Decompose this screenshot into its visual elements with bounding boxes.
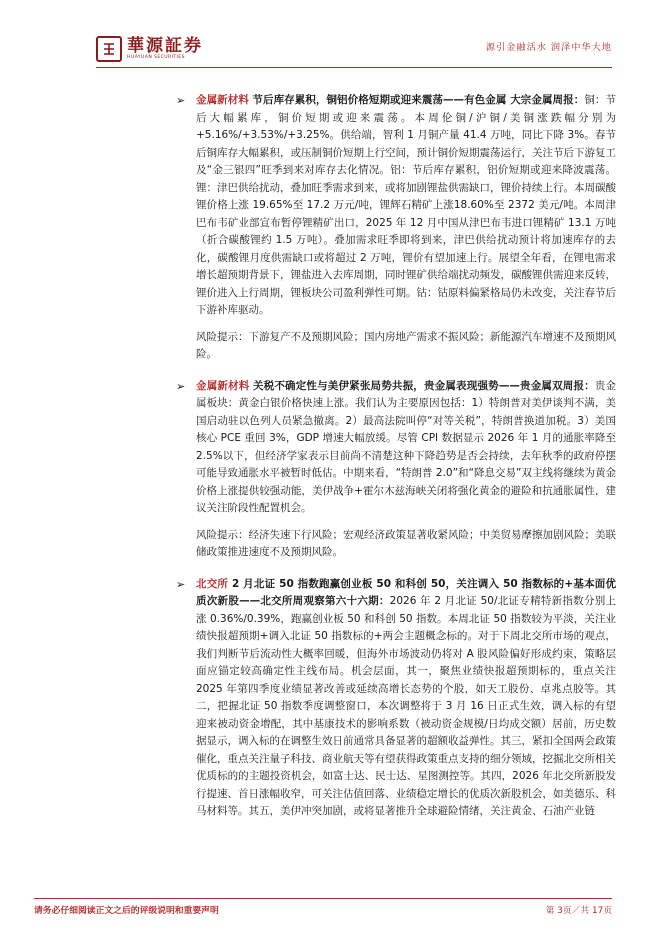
section-body: 贵金属板块：黄金白银价格快速上涨。我们认为主要原因包括：1）特朗普对美伊谈判不满，美国启动驻以色列人员紧急撤离。2）最高法院叫停“对等关税”，特朗普换道加税。3）美国核心 PCE 重回 3%，GDP 增速大幅放缓。尽管 CPI 数据显示 2026 年 1 月的通胀率降至 2.5%以下，但经济学家表示目前尚不清楚这种下降趋势是否会持续，去年秋季的政府停摆可能导致通胀水平被暂时低估。中期来看，“特朗普 2.0”和“降息交易”双主线将继续为黄金价格上涨提供较强动能，美伊战争+霍尔木兹海峡关闭将强化黄金的避险和抗通胀属性，建议关注阶段性配置机会。 bbox=[196, 379, 617, 514]
section-tag: 金属新材料 bbox=[196, 379, 250, 392]
section-headline: 2 月北证 50 指数跑赢创业板 50 和科创 50，关注调入 50 指数标的+基本面优质次新股——北交所周观察第六十六期： bbox=[196, 577, 617, 607]
company-logo bbox=[96, 36, 203, 62]
section-body: 2026 年 2 月北证 50/北证专精特新指数分别上涨 0.36%/0.39%，跑赢创业板 50 和科创 50 指数。本周北证 50 指数较为平淡，关注业绩快报超预期+调入北证 50 指数标的+两会主题概念标的。对于下周北交所市场的观点，我们判断节后流动性大概率回暖，但海外市场波动仍将对 A 股风险偏好形成约束，策略层面应锚定较高确定性主线布局。机会层面，其一，聚焦业绩快报超预期标的，重点关注 2025 年第四季度业绩显著改善或延续高增长态势的个股，如天工股份、卓兆点胶等。其二，把握北证 50 指数季度调整窗口，本次调整将于 3 月 16 日正式生效，调入标的有望迎来被动资金增配，其中基康技术的影响系数（被动资金规模/日均成交额）居前，历史数据显示，调入标的在调整生效日前通常具备显著的超额收益弹性。其三，紧扣全国两会政策催化，重点关注量子科技、商业航天等有望获得政策重点支持的细分领域，挖掘北交所相关优质标的的主题投资机会，如富士达、民士达、星图测控等。其四，2026 年北交所新股发行提速、首日涨幅收窄，可关注估值回落、业绩稳定增长的优质次新股机会，如美德乐、科马材料等。其五，美伊冲突加剧，或将显著推升全球避险情绪，关注黄金、石油产业链 bbox=[196, 595, 617, 817]
arrow-bullet-icon: ➢ bbox=[176, 379, 186, 393]
section-paragraph bbox=[196, 378, 616, 518]
section-paragraph bbox=[196, 576, 616, 821]
section-nonferrous-weekly bbox=[176, 92, 617, 364]
section-precious-metals bbox=[176, 378, 617, 562]
section-headline: 节后库存累积，铜铝价格短期或迎来震荡——有色金属 大宗金属周报： bbox=[252, 94, 585, 106]
page-header bbox=[0, 0, 662, 72]
risk-warning: 风险提示：下游复产不及预期风险；国内房地产需求不振风险；新能源汽车增速不及预期风险。 bbox=[196, 330, 616, 360]
report-body bbox=[176, 92, 617, 835]
section-paragraph bbox=[196, 92, 616, 320]
arrow-bullet-icon: ➢ bbox=[176, 577, 186, 591]
section-tag: 金属新材料 bbox=[196, 94, 249, 106]
header-slogan: 源引金融活水 润泽中华大地 bbox=[485, 42, 612, 53]
logo-name: 華源証券 bbox=[127, 36, 203, 56]
risk-warning: 风险提示：经济失速下行风险；宏观经济政策显著收紧风险；中美贸易摩擦加剧风险；美联储政策推进速度不及预期风险。 bbox=[196, 528, 616, 558]
logo-english-name: HUAYUAN SECURITIES bbox=[127, 55, 185, 60]
section-bse-weekly bbox=[176, 576, 617, 821]
header-divider bbox=[96, 67, 612, 68]
page-number: 第 3页／共 17页 bbox=[545, 906, 612, 916]
section-body: 铜：节后大幅累库，铜价短期或迎来震荡。本周伦铜/沪铜/美铜涨跌幅分别为+5.16%/+3.53%/+3.25%。供给端，智利 1 月铜产量 41.4 万吨，同比下降 3%。春节后铜库存大幅累积，或压制铜价短期上行空间，预计铜价短期震荡运行，关注节后下游复工及“金三银四”旺季到来对库存去化情况。铝：节后库存累积，铝价短期或迎来降波震荡。锂：津巴供给扰动，叠加旺季需求到来，或将加剧锂盐供需缺口，锂价持续上行。本周碳酸锂价格上涨 19.65%至 17.2 万元/吨，锂辉石精矿上涨18.60%至 2372 美元/吨。本周津巴布韦矿业部宣布暂停锂精矿出口，2025 年 12 月中国从津巴布韦进口锂精矿 13.1 万吨（折合碳酸锂约 1.5 万吨）。叠加需求旺季即将到来，津巴供给扰动预计将加速库存的去化，碳酸锂月度供需缺口或将超过 2 万吨，锂价有望加速上行。展望全年看，在锂电需求增长超预期背景下，锂盐进入去库周期，同时锂矿供给端扰动频发，碳酸锂供需迎来反转，锂价进入上行周期，锂板块公司盈利弹性可期。钴：钴原料偏紧格局仍未改变，关注春节后下游补库驱动。 bbox=[196, 94, 617, 316]
footer-divider bbox=[34, 898, 612, 899]
logo-seal-icon bbox=[96, 36, 122, 62]
section-headline: 关税不确定性与美伊紧张局势共振，贵金属表现强势——贵金属双周报： bbox=[252, 379, 595, 392]
footer-disclaimer: 请务必仔细阅读正文之后的评级说明和重要声明 bbox=[34, 906, 219, 916]
arrow-bullet-icon: ➢ bbox=[176, 94, 186, 107]
section-tag: 北交所 bbox=[196, 577, 229, 590]
